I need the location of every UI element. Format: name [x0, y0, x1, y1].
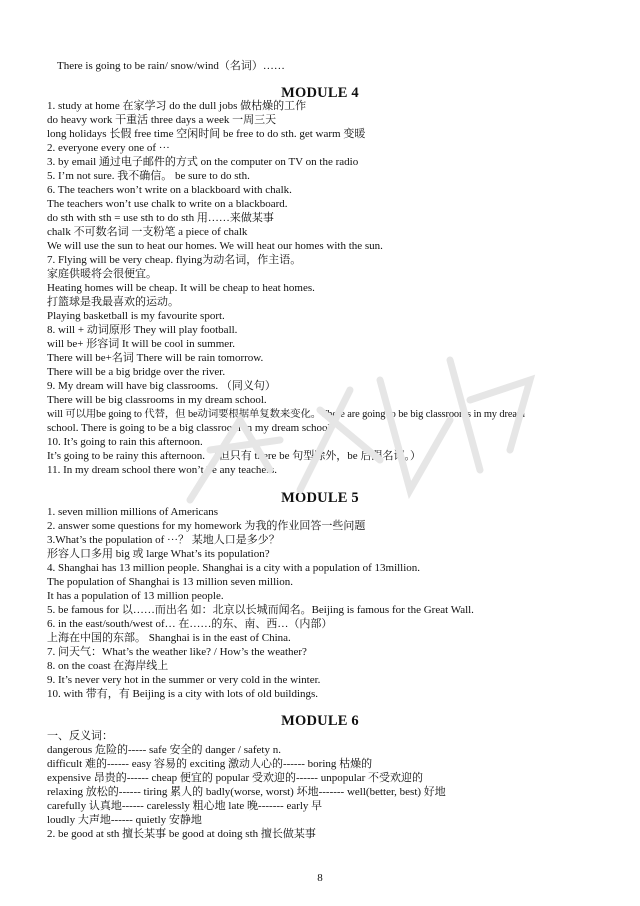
text-line: 10. It’s going to rain this afternoon.	[47, 436, 203, 448]
text-line: 11. In my dream school there won’t be any teachers.	[47, 464, 278, 476]
text-line: will be+ 形容词 It will be cool in summer.	[47, 338, 235, 350]
text-line: 7. 问天气：What’s the weather like? / How’s the weather?	[47, 646, 307, 658]
text-line: 3.What’s the population of ···？ 某地人口是多少？	[47, 534, 280, 546]
text-line: carefully 认真地------ carelessly 粗心地 late 晚------- early 早	[47, 800, 323, 812]
text-line: will 可以用be going to 代替，但 be动词要根据单复数来变化。There are going to be big classrooms in my dream	[47, 409, 525, 420]
text-line: 形容人口多用 big 或 large What’s its population?	[47, 548, 270, 560]
text-line: 上海在中国的东部。 Shanghai is in the east of China.	[47, 632, 291, 644]
text-line: The teachers won’t use chalk to write on a blackboard.	[47, 198, 288, 210]
text-line: 10. with 带有，有 Beijing is a city with lots of old buildings.	[47, 688, 319, 700]
text-line: 4. Shanghai has 13 million people. Shanghai is a city with a population of 13million.	[47, 562, 421, 574]
section-heading-module-6: MODULE 6	[281, 713, 359, 729]
text-line: dangerous 危险的----- safe 安全的 danger / safety n.	[47, 744, 281, 756]
text-line: expensive 昂贵的------ cheap 便宜的 popular 受欢迎的------ unpopular 不受欢迎的	[47, 772, 424, 784]
text-line: difficult 难的------ easy 容易的 exciting 激动人心的------ boring 枯燥的	[47, 758, 373, 770]
text-line: There will be+名词 There will be rain tomorrow.	[47, 352, 264, 364]
text-line: 2. be good at sth 擅长某事 be good at doing sth 擅长做某事	[47, 828, 316, 840]
text-line: 2. answer some questions for my homework 为我的作业回答一些问题	[47, 520, 366, 532]
text-line: 9. My dream will have big classrooms. （同义句）	[47, 380, 276, 392]
text-line: long holidays 长假 free time 空闲时间 be free to do sth. get warm 变暖	[47, 128, 366, 140]
text-line: 6. The teachers won’t write on a blackboard with chalk.	[47, 184, 292, 196]
text-line: 6. in the east/south/west of… 在……的东、南、西…（内部）	[47, 618, 333, 630]
text-line: 5. I’m not sure. 我不确信。 be sure to do sth.	[47, 170, 250, 182]
text-line: 1. study at home 在家学习 do the dull jobs 做枯燥的工作	[47, 100, 307, 112]
text-line: do heavy work 干重活 three days a week 一周三天	[47, 114, 277, 126]
page-number: 8	[317, 872, 323, 884]
text-line: 5. be famous for 以……而出名 如：北京以长城而闻名。Beijing is famous for the Great Wall.	[47, 604, 474, 616]
text-line: Playing basketball is my favourite sport.	[47, 310, 225, 322]
section-heading-module-5: MODULE 5	[281, 490, 359, 506]
text-line: It has a population of 13 million people.	[47, 590, 224, 602]
text-line: 3. by email 通过电子邮件的方式 on the computer on TV on the radio	[47, 156, 359, 168]
text-line: chalk 不可数名词 一支粉笔 a piece of chalk	[47, 226, 248, 238]
text-line: loudly 大声地------ quietly 安静地	[47, 814, 202, 826]
text-line: There is going to be rain/ snow/wind（名词）……	[57, 60, 285, 72]
text-line: 8. will + 动词原形 They will play football.	[47, 324, 238, 336]
text-line: 1. seven million millions of Americans	[47, 506, 219, 518]
text-line: 9. It’s never very hot in the summer or very cold in the winter.	[47, 674, 321, 686]
text-line: do sth with sth = use sth to do sth 用……来做某事	[47, 212, 274, 224]
text-line: We will use the sun to heat our homes. We will heat our homes with the sun.	[47, 240, 383, 252]
text-line: 家庭供暖将会很便宜。	[47, 268, 157, 280]
text-line: 一、反义词：	[47, 730, 113, 742]
text-line: There will be big classrooms in my dream school.	[47, 394, 267, 406]
section-heading-module-4: MODULE 4	[281, 85, 359, 101]
text-line: school. There is going to be a big classroom in my dream school.	[47, 422, 334, 434]
text-line: 7. Flying will be very cheap. flying为动名词，作主语。	[47, 254, 302, 266]
text-line: 打篮球是我最喜欢的运动。	[47, 296, 179, 308]
text-line: 2. everyone every one of ···	[47, 142, 170, 154]
text-line: It’s going to be rainy this afternoon. （但只有 there be 句型除外，be 后跟名词。）	[47, 450, 421, 462]
text-line: The population of Shanghai is 13 million seven million.	[47, 576, 293, 588]
text-line: Heating homes will be cheap. It will be cheap to heat homes.	[47, 282, 315, 294]
text-line: There will be a big bridge over the river.	[47, 366, 226, 378]
text-line: relaxing 放松的------ tiring 累人的 badly(worse, worst) 坏地------- well(better, best) 好地	[47, 786, 446, 798]
text-line: 8. on the coast 在海岸线上	[47, 660, 169, 672]
